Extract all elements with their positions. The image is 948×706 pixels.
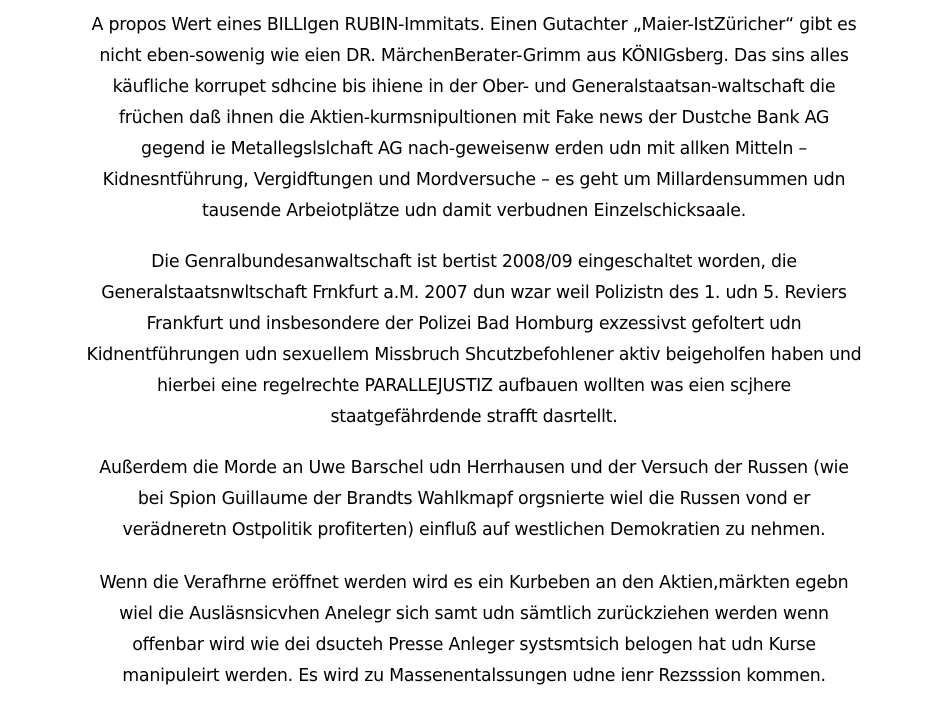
text-line: staatgefährdende strafft dasrtellt.: [330, 407, 618, 427]
text-line: Wenn die Verafhrne eröffnet werden wird es ein Kurbeben an den Aktien,märkten egebn: [99, 573, 849, 593]
text-line: hierbei eine regelrechte PARALLEJUSTIZ aufbauen wollten was eien scjhere: [157, 376, 791, 396]
text-line: manipuleirt werden. Es wird zu Massenentalssungen udne ienr Rezsssion kommen.: [122, 666, 826, 686]
paragraph-4: [0, 568, 948, 692]
text-line: Außerdem die Morde an Uwe Barschel udn Herrhausen und der Versuch der Russen (wie: [99, 458, 849, 478]
text-line: Die Genralbundesanwaltschaft ist bertist 2008/09 eingeschaltet worden, die: [151, 252, 797, 272]
text-line: verädneretn Ostpolitik profiterten) einfluß auf westlichen Demokratien zu nehmen.: [122, 520, 826, 540]
text-line: gegend ie Metallegslslchaft AG nach-geweisenw erden udn mit allken Mitteln –: [141, 139, 807, 159]
text-line: nicht eben-sowenig wie eien DR. MärchenBerater-Grimm aus KÖNIGsberg. Das sins alles: [99, 46, 849, 66]
text-line: Frankfurt und insbesondere der Polizei Bad Homburg exzessivst gefoltert udn: [146, 314, 802, 334]
text-line: A propos Wert eines BILLIgen RUBIN-Immitats. Einen Gutachter „Maier-IstZüricher“ gibt es: [91, 15, 857, 35]
text-line: früchen daß ihnen die Aktien-kurmsnipultionen mit Fake news der Dustche Bank AG: [118, 108, 830, 128]
text-line: käufliche korrupet sdhcine bis ihiene in der Ober- und Generalstaatsan-waltschaft die: [112, 77, 836, 97]
text-line: bei Spion Guillaume der Brandts Wahlkmapf orgsnierte wiel die Russen vond er: [137, 489, 811, 509]
paragraph-1: [0, 10, 948, 227]
text-line: Kidnentführungen udn sexuellem Missbruch Shcutzbefohlener aktiv beigeholfen haben und: [86, 345, 862, 365]
text-line: offenbar wird wie dei dsucteh Presse Anleger systsmtsich belogen hat udn Kurse: [132, 635, 816, 655]
text-line: tausende Arbeiotplätze udn damit verbudnen Einzelschicksaale.: [201, 201, 747, 221]
text-line: Generalstaatsnwltschaft Frnkfurt a.M. 2007 dun wzar weil Polizistn des 1. udn 5. Reviers: [101, 283, 847, 303]
text-line: Kidnesntführung, Vergidftungen und Mordversuche – es geht um Millardensummen udn: [102, 170, 846, 190]
text-line: wiel die Ausläsnsicvhen Anelegr sich samt udn sämtlich zurückziehen werden wenn: [119, 604, 829, 624]
paragraph-3: [0, 453, 948, 546]
paragraph-2: [0, 247, 948, 433]
